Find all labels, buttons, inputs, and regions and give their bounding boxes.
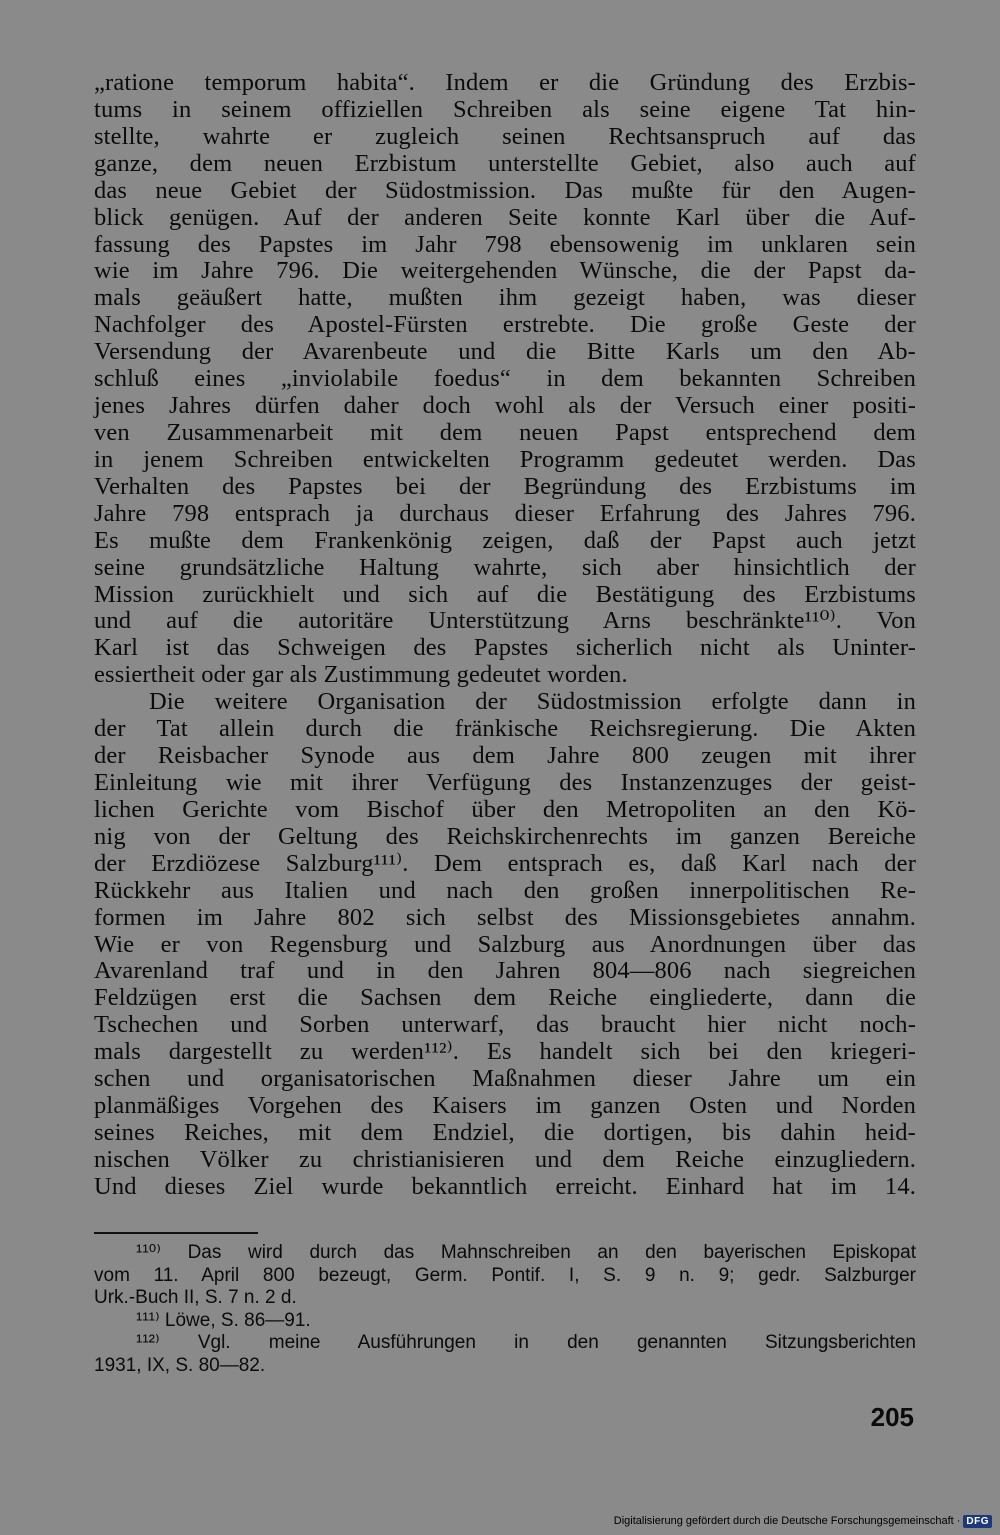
footnote-line: Urk.-Buch II, S. 7 n. 2 d. — [94, 1287, 297, 1308]
body-line: fassung des Papstes im Jahr 798 ebensowenig im unklaren sein — [94, 230, 916, 258]
body-line: seine grundsätzliche Haltung wahrte, sich aber hinsichtlich der — [94, 553, 916, 581]
body-line: nischen Völker zu christianisieren und dem Reiche einzugliedern. — [94, 1145, 916, 1173]
dfg-logo-icon: DFG — [963, 1515, 992, 1528]
body-line: ven Zusammenarbeit mit dem neuen Papst entsprechend dem — [94, 418, 916, 446]
body-line: wie im Jahre 796. Die weitergehenden Wünsche, die der Papst da- — [94, 257, 916, 285]
body-line: der Erzdiözese Salzburg¹¹¹⁾. Dem entsprach es, daß Karl nach der — [94, 849, 916, 877]
body-line: formen im Jahre 802 sich selbst des Missionsgebietes annahm. — [94, 903, 916, 931]
body-line: schen und organisatorischen Maßnahmen dieser Jahre um ein — [94, 1065, 916, 1093]
body-line: lichen Gerichte vom Bischof über den Metropoliten an den Kö- — [94, 795, 916, 823]
body-line-paragraph-end: essiertheit oder gar als Zustimmung gedeutet worden. — [94, 661, 628, 689]
body-line: ganze, dem neuen Erzbistum unterstellte Gebiet, also auch auf — [94, 149, 916, 177]
body-line: Feldzügen erst die Sachsen dem Reiche eingliederte, dann die — [94, 984, 916, 1012]
footnote-111: ¹¹¹⁾ Löwe, S. 86—91. — [136, 1309, 311, 1331]
body-line: „ratione temporum habita“. Indem er die Gründung des Erzbis- — [94, 69, 916, 96]
body-line: Und dieses Ziel wurde bekanntlich erreicht. Einhard hat im 14. — [94, 1172, 916, 1200]
body-line: planmäßiges Vorgehen des Kaisers im ganzen Osten und Norden — [94, 1092, 916, 1120]
body-line: stellte, wahrte er zugleich seinen Rechtsanspruch auf das — [94, 122, 916, 150]
body-line: in jenem Schreiben entwickelten Programm gedeutet werden. Das — [94, 445, 916, 473]
body-line: der Tat allein durch die fränkische Reichsregierung. Die Akten — [94, 715, 916, 743]
body-line: tums in seinem offiziellen Schreiben als seine eigene Tat hin- — [94, 95, 916, 123]
body-line: Karl ist das Schweigen des Papstes sicherlich nicht als Uninter- — [94, 634, 916, 662]
body-line: Mission zurückhielt und sich auf die Bestätigung des Erzbistums — [94, 580, 916, 608]
body-line: Rückkehr aus Italien und nach den großen innerpolitischen Re- — [94, 876, 916, 904]
body-line: Verhalten des Papstes bei der Begründung des Erzbistums im — [94, 472, 916, 500]
footnote-110: ¹¹⁰⁾ Das wird durch das Mahnschreiben an den bayerischen Episkopat — [136, 1242, 916, 1263]
body-line: das neue Gebiet der Südostmission. Das mußte für den Augen- — [94, 176, 916, 204]
body-line: Wie er von Regensburg und Salzburg aus Anordnungen über das — [94, 930, 916, 958]
body-line: Es mußte dem Frankenkönig zeigen, daß der Papst auch jetzt — [94, 526, 916, 554]
body-line: nig von der Geltung des Reichskirchenrechts im ganzen Bereiche — [94, 822, 916, 850]
footnote-112: ¹¹²⁾ Vgl. meine Ausführungen in den genannten Sitzungsberichten — [136, 1332, 916, 1353]
footnote-line: 1931, IX, S. 80—82. — [94, 1354, 266, 1376]
digitization-credit: Digitalisierung gefördert durch die Deutsche Forschungsgemeinschaft · DFG — [614, 1512, 992, 1530]
page-number: 205 — [870, 1402, 914, 1432]
footnotes — [94, 1242, 916, 1377]
body-line: Versendung der Avarenbeute und die Bitte Karls um den Ab- — [94, 338, 916, 366]
body-line: seines Reiches, mit dem Endziel, die dortigen, bis dahin heid- — [94, 1118, 916, 1146]
body-text — [94, 70, 916, 1201]
body-line: mals geäußert hatte, mußten ihm gezeigt haben, was dieser — [94, 284, 916, 312]
body-line: Jahre 798 entsprach ja durchaus dieser Erfahrung des Jahres 796. — [94, 499, 916, 527]
body-line: Avarenland traf und in den Jahren 804—806 nach siegreichen — [94, 957, 916, 985]
body-line: Einleitung wie mit ihrer Verfügung des Instanzenzuges der geist- — [94, 768, 916, 796]
body-line: Tschechen und Sorben unterwarf, das braucht hier nicht noch- — [94, 1011, 916, 1039]
body-line: jenes Jahres dürfen daher doch wohl als der Versuch einer positi- — [94, 392, 916, 420]
body-line: und auf die autoritäre Unterstützung Arns beschränkte¹¹⁰⁾. Von — [94, 607, 916, 635]
footnote-line: vom 11. April 800 bezeugt, Germ. Pontif. I, S. 9 n. 9; gedr. Salzburger — [94, 1264, 916, 1286]
credit-text: Digitalisierung gefördert durch die Deutsche Forschungsgemeinschaft — [613, 1515, 954, 1527]
body-line: blick genügen. Auf der anderen Seite konnte Karl über die Auf- — [94, 203, 916, 231]
body-line-paragraph-start: Die weitere Organisation der Südostmission erfolgte dann in — [149, 688, 916, 716]
footnote-separator — [94, 1232, 258, 1234]
body-line: der Reisbacher Synode aus dem Jahre 800 zeugen mit ihrer — [94, 742, 916, 770]
body-line: Nachfolger des Apostel-Fürsten erstrebte. Die große Geste der — [94, 311, 916, 339]
body-line: mals dargestellt zu werden¹¹²⁾. Es handelt sich bei den kriegeri- — [94, 1038, 916, 1066]
body-line: schluß eines „inviolabile foedus“ in dem bekannten Schreiben — [94, 365, 916, 393]
